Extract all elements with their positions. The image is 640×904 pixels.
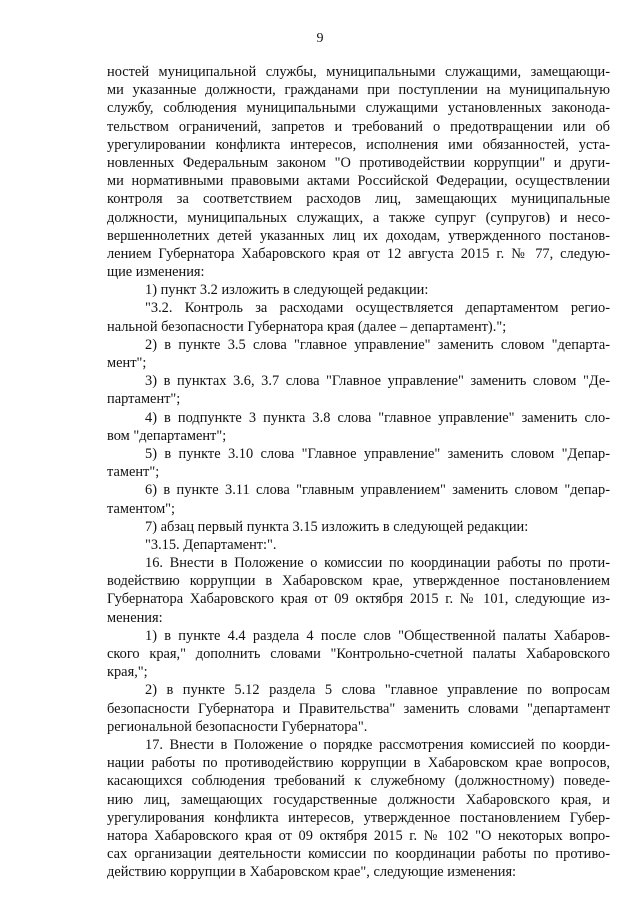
text-line: нию лиц, замещающих государственные должности Хабаровского края, и xyxy=(107,791,610,808)
text-line: ми нормативными правовыми актами Российской Федерации, осуществлении xyxy=(107,173,610,190)
text-line: мент"; xyxy=(107,355,147,371)
text-line: контроля за соответствием расходов лиц, замещающих муниципальные xyxy=(107,191,610,208)
text-line: тельством ограничений, запретов и требований о предотвращении или об xyxy=(107,118,610,135)
text-line: 1) пункт 3.2 изложить в следующей редакции: xyxy=(145,282,429,299)
text-line: безопасности Губернатора и Правительства" заменить словами "департамент xyxy=(107,700,610,717)
text-line: вершеннолетних детей указанных лиц их доходам, утвержденного постанов- xyxy=(107,227,610,244)
text-line: "3.15. Департамент:". xyxy=(145,536,277,553)
text-line: Губернатора Хабаровского края от 09 октября 2015 г. № 101, следующие из- xyxy=(107,591,610,608)
text-line: 2) в пункте 3.5 слова "главное управление" заменить словом "департа- xyxy=(145,336,610,353)
text-line: лением Губернатора Хабаровского края от 12 августа 2015 г. № 77, следую- xyxy=(107,245,610,262)
text-line: касающихся соблюдения требований к служебному (должностному) поведе- xyxy=(107,773,610,790)
text-line: вом "департамент"; xyxy=(107,427,227,444)
text-line: сах организации деятельности комиссии по координации работы по противо- xyxy=(107,846,610,863)
text-line: щие изменения: xyxy=(107,264,205,281)
text-line: 7) абзац первый пункта 3.15 изложить в следующей редакции: xyxy=(145,518,529,535)
text-line: "3.2. Контроль за расходами осуществляется департаментом регио- xyxy=(145,300,610,317)
text-line: 4) в подпункте 3 пункта 3.8 слова "главное управление" заменить сло- xyxy=(145,409,610,426)
text-line: тамент"; xyxy=(107,464,160,481)
text-line: 5) в пункте 3.10 слова "Главное управление" заменить словом "Депар- xyxy=(145,445,610,462)
text-line: 17. Внести в Положение о порядке рассмотрения комиссией по коорди- xyxy=(145,736,610,753)
text-line: ностей муниципальной службы, муниципальными служащими, замещающи- xyxy=(107,64,610,80)
page-number: 9 xyxy=(316,31,324,46)
text-line: натора Хабаровского края от 09 октября 2015 г. № 102 "О некоторых вопро- xyxy=(107,827,610,844)
text-line: края,"; xyxy=(107,664,148,681)
document-body xyxy=(107,63,610,881)
text-line: водействию коррупции в Хабаровском крае, утвержденное постановлением xyxy=(107,573,610,590)
text-line: службу, соблюдения муниципальными служащими установленных законода- xyxy=(107,100,610,117)
text-line: нации работы по противодействию коррупции в Хабаровском крае вопросов, xyxy=(107,755,610,772)
text-line: партамент"; xyxy=(107,391,181,408)
text-line: урегулировании конфликта интересов, исполнения ими обязанностей, уста- xyxy=(107,136,610,153)
text-line: 1) в пункте 4.4 раздела 4 после слов "Общественной палаты Хабаров- xyxy=(145,627,610,644)
text-line: 2) в пункте 5.12 раздела 5 слова "главное управление по вопросам xyxy=(145,682,610,699)
text-line: урегулирования конфликта интересов, утвержденное постановлением Губер- xyxy=(107,809,610,826)
text-line: региональной безопасности Губернатора". xyxy=(107,718,368,735)
text-line: таментом"; xyxy=(107,500,176,517)
text-line: 16. Внести в Положение о комиссии по координации работы по проти- xyxy=(145,555,610,572)
text-line: менения: xyxy=(107,609,163,626)
text-line: 3) в пунктах 3.6, 3.7 слова "Главное управление" заменить словом "Де- xyxy=(145,373,610,390)
text-line: ского края," дополнить словами "Контрольно-счетной палаты Хабаровского xyxy=(107,646,610,662)
text-line: 6) в пункте 3.11 слова "главным управлением" заменить словом "депар- xyxy=(145,482,610,499)
text-line: ми указанные должности, гражданами при поступлении на муниципальную xyxy=(107,82,610,99)
text-line: нальной безопасности Губернатора края (далее – департамент)."; xyxy=(107,318,507,335)
text-line: действию коррупции в Хабаровском крае", следующие изменения: xyxy=(107,864,517,881)
text-line: новленных Федеральным законом "О противодействии коррупции" и други- xyxy=(107,154,610,171)
text-line: должности, муниципальных служащих, а также супруг (супругов) и несо- xyxy=(107,209,610,226)
